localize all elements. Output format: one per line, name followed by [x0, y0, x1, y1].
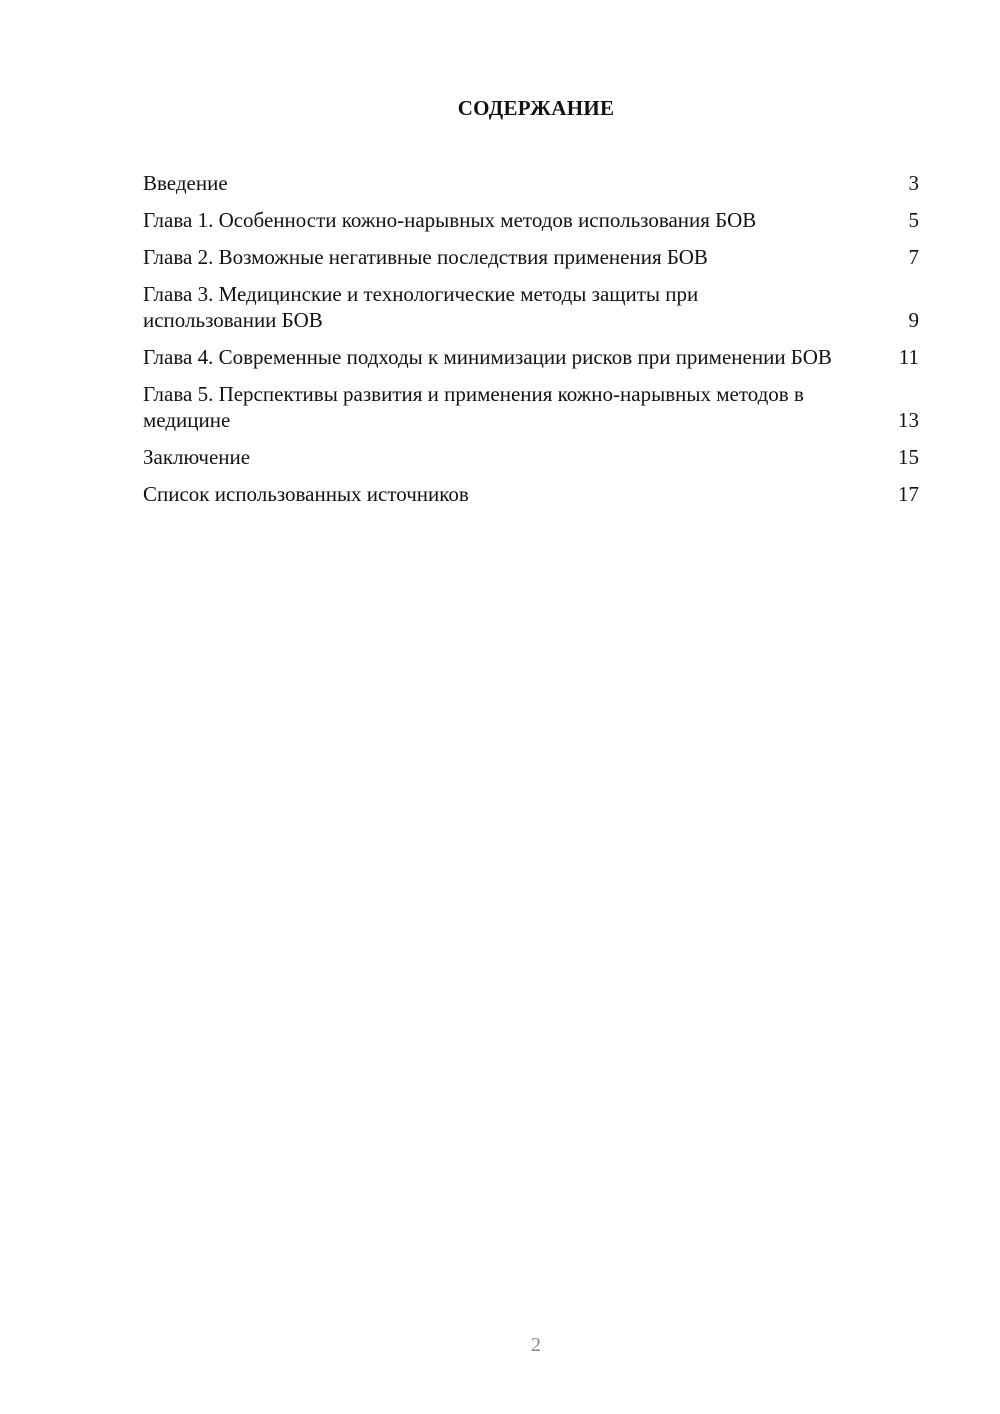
toc-entry-page: 3	[908, 171, 919, 195]
toc-entry-page: 11	[898, 345, 919, 369]
toc-entry	[143, 170, 919, 196]
toc-entry-page: 15	[898, 445, 919, 469]
toc-entry-page: 9	[908, 308, 919, 332]
toc-entry	[143, 481, 919, 507]
toc-entry-page: 7	[908, 245, 919, 269]
toc-entry-title: Список использованных источников	[143, 482, 469, 506]
toc-entry	[143, 444, 919, 470]
toc-entry	[143, 244, 919, 270]
toc-entry	[143, 381, 919, 433]
toc-entry-title: Глава 4. Современные подходы к минимизации рисков при применении БОВ	[143, 345, 832, 369]
toc-entry	[143, 344, 919, 370]
toc-entry	[143, 281, 919, 333]
page-title: СОДЕРЖАНИЕ	[457, 96, 615, 120]
toc-entry-title: Заключение	[143, 445, 251, 469]
toc-entry-title: Глава 5. Перспективы развития и применения кожно-нарывных методов в медицине	[143, 382, 804, 432]
toc-entry-title: Введение	[143, 171, 228, 195]
toc-entry-title: Глава 1. Особенности кожно-нарывных методов использования БОВ	[143, 208, 757, 232]
page-number: 2	[531, 1334, 541, 1356]
toc-entry-page: 5	[908, 208, 919, 232]
toc-entry-title: Глава 2. Возможные негативные последствия применения БОВ	[143, 245, 708, 269]
toc-entry-page: 13	[898, 408, 919, 432]
table-of-contents	[143, 170, 919, 518]
toc-entry	[143, 207, 919, 233]
toc-entry-title: Глава 3. Медицинские и технологические методы защиты при использовании БОВ	[143, 282, 699, 332]
toc-entry-page: 17	[898, 482, 919, 506]
